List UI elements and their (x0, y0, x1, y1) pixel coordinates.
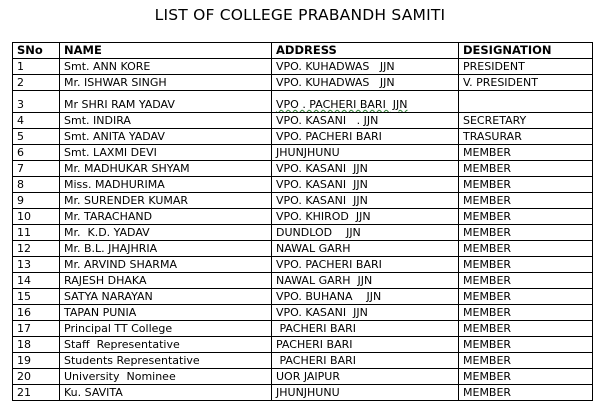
cell-address-text: VPO. PACHERI BARI (276, 130, 382, 143)
cell-designation (459, 59, 593, 75)
cell-designation-text: MEMBER (463, 306, 512, 319)
cell-name-text: Smt. INDIRA (64, 114, 131, 127)
cell-designation-text: MEMBER (463, 354, 512, 367)
cell-sno (13, 91, 60, 113)
cell-address (272, 337, 459, 353)
cell-sno (13, 209, 60, 225)
cell-sno (13, 353, 60, 369)
cell-address (272, 257, 459, 273)
cell-name (60, 177, 272, 193)
cell-address-text: JHUNJHUNU (276, 386, 340, 399)
cell-designation (459, 193, 593, 209)
cell-designation-text: MEMBER (463, 322, 512, 335)
table-row (13, 369, 593, 385)
cell-sno-text: 14 (17, 274, 31, 287)
table-row (13, 145, 593, 161)
cell-sno-text: 16 (17, 306, 31, 319)
cell-designation-text: MEMBER (463, 274, 512, 287)
cell-name (60, 321, 272, 337)
cell-sno-text: 18 (17, 338, 31, 351)
cell-name (60, 385, 272, 401)
cell-sno-text: 3 (17, 98, 24, 111)
cell-name (60, 129, 272, 145)
cell-designation-text: V. PRESIDENT (463, 76, 538, 89)
cell-address (272, 289, 459, 305)
cell-name (60, 193, 272, 209)
cell-sno (13, 129, 60, 145)
cell-name-text: University Nominee (64, 370, 176, 383)
table-row (13, 353, 593, 369)
table-row (13, 129, 593, 145)
cell-sno (13, 305, 60, 321)
cell-name-text: Ku. SAVITA (64, 386, 123, 399)
cell-address (272, 273, 459, 289)
table-row (13, 59, 593, 75)
table-row (13, 75, 593, 91)
cell-address (272, 113, 459, 129)
cell-designation (459, 321, 593, 337)
cell-address (272, 91, 459, 113)
cell-designation-text: TRASURAR (463, 130, 522, 143)
cell-designation (459, 177, 593, 193)
cell-name (60, 145, 272, 161)
cell-sno (13, 385, 60, 401)
table-row (13, 209, 593, 225)
cell-name-text: SATYA NARAYAN (64, 290, 153, 303)
cell-designation (459, 305, 593, 321)
cell-name (60, 225, 272, 241)
cell-designation-text: MEMBER (463, 258, 512, 271)
cell-designation-text: MEMBER (463, 242, 512, 255)
cell-sno-text: 21 (17, 386, 31, 399)
cell-name (60, 161, 272, 177)
table-row (13, 161, 593, 177)
table-row (13, 321, 593, 337)
cell-sno (13, 241, 60, 257)
cell-designation (459, 289, 593, 305)
cell-sno (13, 59, 60, 75)
cell-name-text: Smt. ANITA YADAV (64, 130, 165, 143)
cell-name-text: RAJESH DHAKA (64, 274, 147, 287)
cell-address-text: VPO. KASANI . JJN (276, 114, 379, 127)
page-title: LIST OF COLLEGE PRABANDH SAMITI (154, 6, 446, 24)
cell-name-text: Principal TT College (64, 322, 173, 335)
cell-name (60, 353, 272, 369)
cell-address (272, 129, 459, 145)
cell-name-text: Students Representative (64, 354, 200, 367)
cell-address (272, 209, 459, 225)
header-designation: DESIGNATION (459, 43, 593, 59)
cell-designation (459, 369, 593, 385)
cell-name-text: TAPAN PUNIA (64, 306, 137, 319)
cell-sno-text: 20 (17, 370, 31, 383)
cell-sno (13, 273, 60, 289)
cell-name (60, 59, 272, 75)
cell-address-text: VPO. KASANI JJN (276, 306, 368, 319)
table-row (13, 273, 593, 289)
cell-designation (459, 257, 593, 273)
cell-designation-text: MEMBER (463, 290, 512, 303)
cell-address (272, 353, 459, 369)
cell-name (60, 257, 272, 273)
cell-address (272, 241, 459, 257)
cell-designation-text: MEMBER (463, 386, 512, 399)
cell-designation (459, 385, 593, 401)
cell-address-text: PACHERI BARI (276, 322, 357, 335)
table-row (13, 225, 593, 241)
cell-sno (13, 369, 60, 385)
cell-designation (459, 353, 593, 369)
cell-address-text: VPO. KUHADWAS JJN (276, 60, 395, 73)
cell-address-text: VPO. KASANI JJN (276, 178, 368, 191)
cell-sno-text: 9 (17, 194, 24, 207)
cell-sno-text: 11 (17, 226, 31, 239)
cell-address (272, 385, 459, 401)
cell-address (272, 225, 459, 241)
cell-name-text: Mr. ISHWAR SINGH (64, 76, 167, 89)
cell-address (272, 193, 459, 209)
cell-address (272, 369, 459, 385)
cell-designation (459, 145, 593, 161)
cell-name-text: Mr. ARVIND SHARMA (64, 258, 177, 271)
cell-address (272, 59, 459, 75)
cell-address-text: VPO. KASANI JJN (276, 162, 368, 175)
cell-name-text: Mr. MADHUKAR SHYAM (64, 162, 190, 175)
cell-name (60, 273, 272, 289)
cell-name (60, 241, 272, 257)
cell-sno-text: 5 (17, 130, 24, 143)
cell-name (60, 209, 272, 225)
table-row (13, 257, 593, 273)
cell-address-text: PACHERI BARI (276, 354, 357, 367)
cell-sno-text: 10 (17, 210, 31, 223)
cell-name (60, 113, 272, 129)
cell-designation (459, 337, 593, 353)
cell-designation-text: MEMBER (463, 178, 512, 191)
cell-designation-text: MEMBER (463, 210, 512, 223)
cell-sno (13, 289, 60, 305)
cell-name-text: Smt. LAXMI DEVI (64, 146, 157, 159)
cell-name-text: Miss. MADHURIMA (64, 178, 165, 191)
cell-designation-text: MEMBER (463, 162, 512, 175)
cell-sno (13, 177, 60, 193)
cell-designation (459, 91, 593, 113)
cell-sno (13, 225, 60, 241)
cell-sno-text: 6 (17, 146, 24, 159)
table-row (13, 91, 593, 113)
table-row (13, 241, 593, 257)
cell-address (272, 161, 459, 177)
cell-address (272, 177, 459, 193)
cell-sno-text: 15 (17, 290, 31, 303)
table-row (13, 177, 593, 193)
cell-sno-text: 13 (17, 258, 31, 271)
cell-designation (459, 75, 593, 91)
cell-sno (13, 161, 60, 177)
cell-designation (459, 241, 593, 257)
table-row (13, 289, 593, 305)
cell-designation (459, 113, 593, 129)
header-address: ADDRESS (272, 43, 459, 59)
cell-designation-text: MEMBER (463, 194, 512, 207)
header-sno: SNo (13, 43, 60, 59)
cell-address (272, 75, 459, 91)
cell-address (272, 321, 459, 337)
cell-sno-text: 12 (17, 242, 31, 255)
cell-designation-text: MEMBER (463, 370, 512, 383)
cell-address-text: VPO. PACHERI BARI (276, 258, 382, 271)
cell-address-text: PACHERI BARI (276, 338, 353, 351)
cell-designation-text: MEMBER (463, 338, 512, 351)
header-name: NAME (60, 43, 272, 59)
cell-sno (13, 193, 60, 209)
cell-name-text: Mr. K.D. YADAV (64, 226, 150, 239)
cell-sno (13, 257, 60, 273)
cell-sno-text: 4 (17, 114, 24, 127)
table-row (13, 385, 593, 401)
cell-name (60, 289, 272, 305)
cell-address-text: NAWAL GARH (276, 242, 351, 255)
cell-sno (13, 321, 60, 337)
cell-sno (13, 145, 60, 161)
cell-designation (459, 209, 593, 225)
cell-name (60, 369, 272, 385)
cell-name-text: Mr SHRI RAM YADAV (64, 98, 175, 111)
cell-sno-text: 7 (17, 162, 24, 175)
cell-address-text: VPO . PACHERI BARI JJN (276, 98, 408, 111)
table-header-row (13, 43, 593, 59)
cell-designation-text: MEMBER (463, 146, 512, 159)
cell-designation-text: PRESIDENT (463, 60, 525, 73)
cell-designation-text: MEMBER (463, 226, 512, 239)
table-row (13, 337, 593, 353)
cell-address-text: JHUNJHUNU (276, 146, 340, 159)
cell-name (60, 91, 272, 113)
cell-address-text: VPO. KUHADWAS JJN (276, 76, 395, 89)
cell-sno (13, 75, 60, 91)
cell-designation (459, 273, 593, 289)
cell-designation (459, 129, 593, 145)
samiti-table (12, 42, 593, 401)
cell-sno-text: 2 (17, 76, 24, 89)
cell-address-text: UOR JAIPUR (276, 370, 340, 383)
cell-address-text: VPO. BUHANA JJN (276, 290, 382, 303)
cell-name-text: Mr. TARACHAND (64, 210, 153, 223)
cell-name-text: Mr. SURENDER KUMAR (64, 194, 189, 207)
cell-address (272, 145, 459, 161)
cell-designation (459, 161, 593, 177)
table-row (13, 193, 593, 209)
cell-name (60, 337, 272, 353)
cell-address-text: VPO. KASANI JJN (276, 194, 368, 207)
cell-sno-text: 19 (17, 354, 31, 367)
cell-sno-text: 8 (17, 178, 24, 191)
cell-sno-text: 17 (17, 322, 31, 335)
cell-name-text: Smt. ANN KORE (64, 60, 151, 73)
cell-sno-text: 1 (17, 60, 24, 73)
cell-name (60, 305, 272, 321)
cell-address (272, 305, 459, 321)
cell-name (60, 75, 272, 91)
cell-sno (13, 337, 60, 353)
cell-sno (13, 113, 60, 129)
cell-address-text: DUNDLOD JJN (276, 226, 361, 239)
cell-designation (459, 225, 593, 241)
cell-address-text: NAWAL GARH JJN (276, 274, 373, 287)
table-row (13, 113, 593, 129)
cell-name-text: Staff Representative (64, 338, 180, 351)
table-row (13, 305, 593, 321)
table-body (13, 59, 593, 401)
cell-name-text: Mr. B.L. JHAJHRIA (64, 242, 158, 255)
cell-designation-text: SECRETARY (463, 114, 527, 127)
cell-address-text: VPO. KHIROD JJN (276, 210, 371, 223)
